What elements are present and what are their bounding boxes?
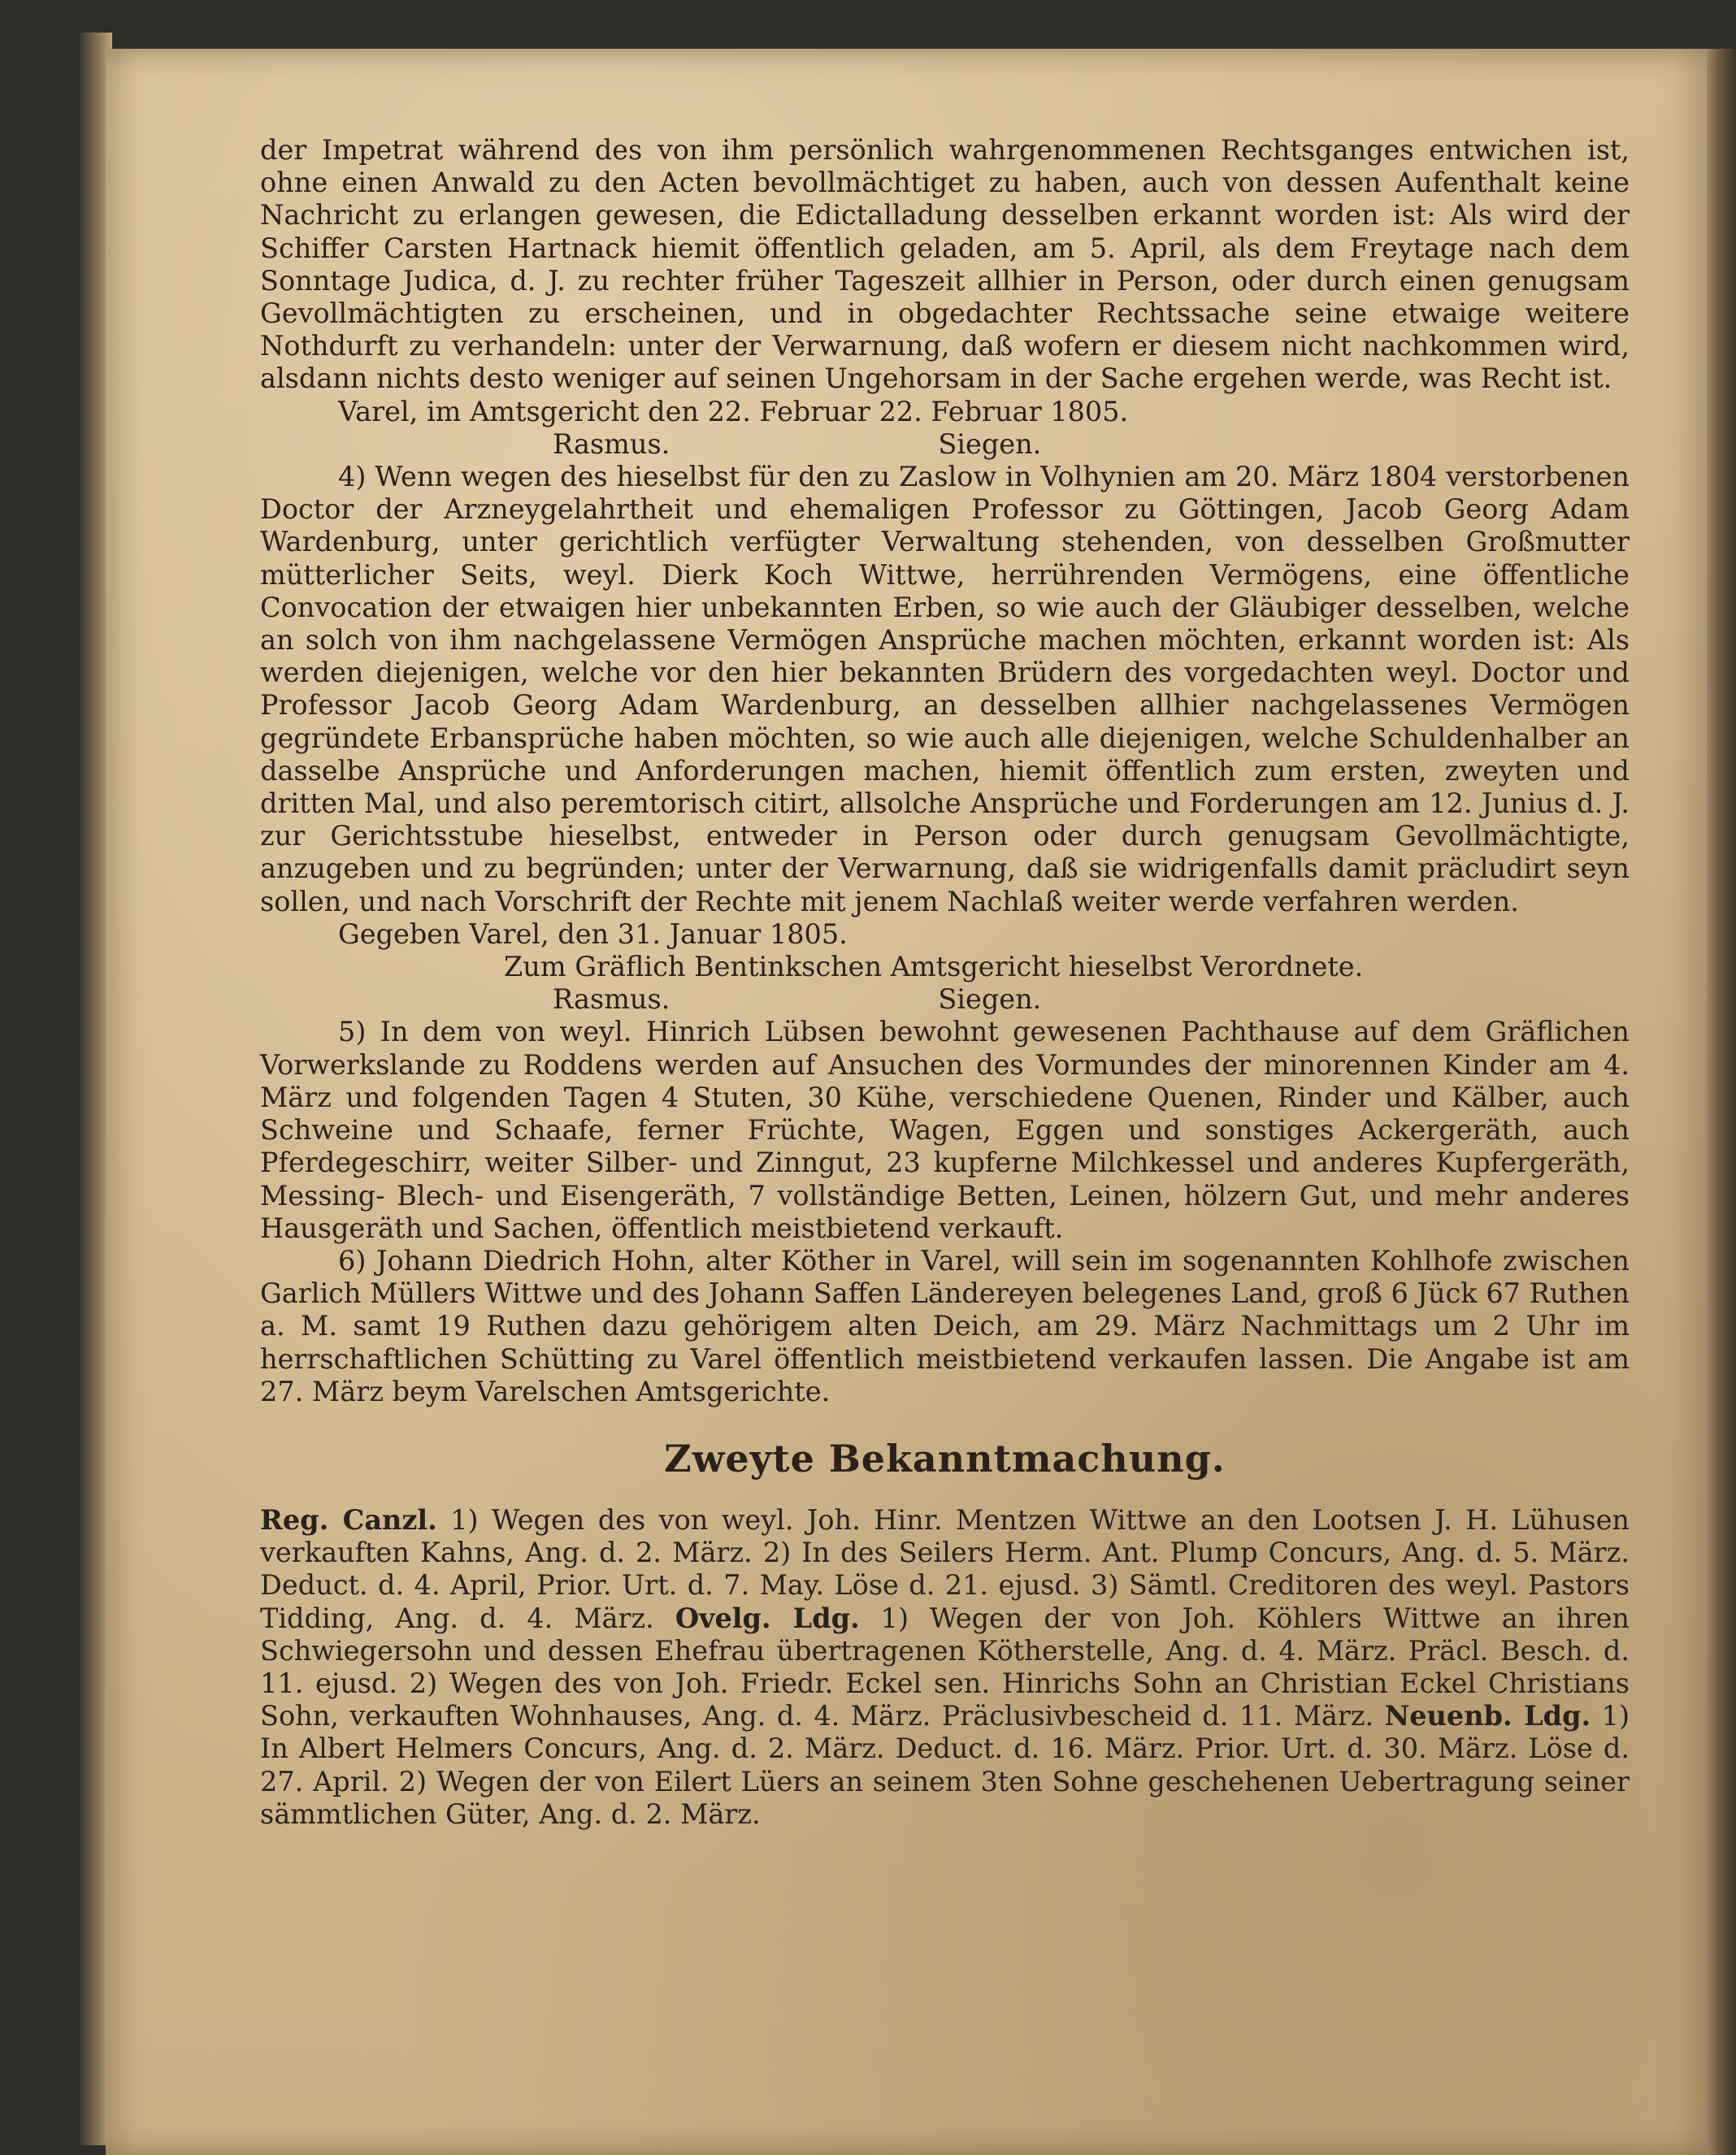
- neuenb-ldg-text: 1) In Albert Helmers Concurs, Ang. d. 2. März. Deduct. d. 16. März. Prior. Urt. d. 30. März. Löse d. 27. April. 2) Wegen der von Eilert Lüers an seinem 3ten Sohne geschehenen Uebertragung seiner sämmtlichen Güter, Ang. d. 2. März.: [260, 1700, 1630, 1830]
- signature-siegen-a: Siegen.: [938, 427, 1042, 460]
- date-line-a: Varel, im Amtsgericht den 22. Februar 22. Februar 1805.: [338, 395, 1129, 427]
- signature-line-a: [260, 428, 1630, 461]
- paragraph-4-convocation: 4) Wenn wegen des hieselbst für den zu Zaslow in Volhynien am 20. März 1804 verstorbenen Doctor der Arzneygelahrtheit und ehemaligen Professor zu Göttingen, Jacob Georg Adam Wardenburg, unter gerichtlich verfügter Verwaltung stehenden, von desselben Großmutter mütterlicher Seits, weyl. Dierk Koch Wittwe, herrührenden Vermögens, eine öffentliche Convocation der etwaigen hier unbekannten Erben, so wie auch der Gläubiger desselben, welche an solch von ihm nachgelassene Vermögen Ansprüche machen möchten, erkannt worden ist: Als werden diejenigen, welche vor den hier bekannten Brüdern des vorgedachten weyl. Doctor und Professor Jacob Georg Adam Wardenburg, an desselben allhier nachgelassenes Vermögen gegründete Erbansprüche haben möchten, so wie auch alle diejenigen, welche Schuldenhalber an dasselbe Ansprüche und Anforderungen machen, hiemit öffentlich zum ersten, zweyten und dritten Mal, und also peremtorisch citirt, allsolche Ansprüche und Forderungen am 12. Junius d. J. zur Gerichtsstube hieselbst, entweder in Person oder durch genugsam Gevollmächtigte, anzugeben und zu begründen; unter der Verwarnung, daß sie widrigenfalls damit präcludirt seyn sollen, und nach Vorschrift der Rechte mit jenem Nachlaß weiter werde verfahren werden.: [260, 461, 1630, 917]
- signature-line-4: [260, 983, 1630, 1016]
- paragraph-continued-summons: der Impetrat während des von ihm persönlich wahrgenommenen Rechtsganges entwichen ist, ohne einen Anwald zu den Acten bevollmächtiget zu haben, auch von dessen Aufenthalt keine Nachricht zu erlangen gewesen, die Edictalladung desselben erkannt worden ist: Als wird der Schiffer Carsten Hartnack hiemit öffentlich geladen, am 5. April, als dem Freytage nach dem Sonntage Judica, d. J. zu rechter früher Tageszeit allhier in Person, oder durch einen genugsam Gevollmächtigten zu erscheinen, und in obgedachter Rechtssache seine etwaige weitere Nothdurft zu verhandeln: unter der Verwarnung, daß wofern er diesem nicht nachkommen wird, alsdann nichts desto weniger auf seinen Ungehorsam in der Sache ergehen werde, was Recht ist.: [260, 134, 1630, 395]
- section-heading: Zweyte Bekanntmachung.: [664, 1436, 1226, 1481]
- signature-siegen-4: Siegen.: [938, 983, 1042, 1016]
- page-text-block: [260, 134, 1630, 1831]
- notices-block: [260, 1504, 1630, 1831]
- signature-rasmus-4: Rasmus.: [553, 983, 671, 1016]
- paragraph-5-auction: 5) In dem von weyl. Hinrich Lübsen bewohnt gewesenen Pachthause auf dem Gräflichen Vorwerkslande zu Roddens werden auf Ansuchen des Vormundes der minorennen Kinder am 4. März und folgenden Tagen 4 Stuten, 30 Kühe, verschiedene Quenen, Rinder und Kälber, auch Schweine und Schaafe, ferner Früchte, Wagen, Eggen und sonstiges Ackergeräth, auch Pferdegeschirr, weiter Silber- und Zinngut, 23 kupferne Milchkessel und anderes Kupfergeräth, Messing- Blech- und Eisengeräth, 7 vollständige Betten, Leinen, hölzern Gut, und mehr anderes Hausgeräth und Sachen, öffentlich meistbietend verkauft.: [260, 1016, 1630, 1244]
- ovelg-ldg-text: 1) Wegen der von Joh. Köhlers Wittwe an ihren Schwiegersohn und dessen Ehefrau übertragenen Kötherstelle, Ang. d. 4. März. Präcl. Besch. d. 11. ejusd. 2) Wegen des von Joh. Friedr. Eckel sen. Hinrichs Sohn an Christian Eckel Christians Sohn, verkauften Wohnhauses, Ang. d. 4. März. Präclusivbescheid d. 11. März.: [260, 1602, 1630, 1732]
- signature-rasmus-a: Rasmus.: [553, 427, 671, 460]
- ovelg-ldg-label: Ovelg. Ldg.: [675, 1602, 860, 1634]
- neuenb-ldg-label: Neuenb. Ldg.: [1384, 1700, 1591, 1732]
- reg-canzl-text: 1) Wegen des von weyl. Joh. Hinr. Mentzen Wittwe an den Lootsen J. H. Lühusen verkauften Kahns, Ang. d. 2. März. 2) In des Seilers Herm. Ant. Plump Concurs, Ang. d. 5. März. Deduct. d. 4. April, Prior. Urt. d. 7. May. Löse d. 21. ejusd. 3) Sämtl. Creditoren des weyl. Pastors Tidding, Ang. d. 4. März.: [260, 1503, 1630, 1634]
- reg-canzl-label: Reg. Canzl.: [260, 1503, 437, 1536]
- paragraph-6-land-sale: 6) Johann Diedrich Hohn, alter Köther in Varel, will sein im sogenannten Kohlhofe zwischen Garlich Müllers Wittwe und des Johann Saffen Ländereyen belegenes Land, groß 6 Jück 67 Ruthen a. M. samt 19 Ruthen dazu gehörigem alten Deich, am 29. März Nachmittags um 2 Uhr im herrschaftlichen Schütting zu Varel öffentlich meistbietend verkaufen lassen. Die Angabe ist am 27. März beym Varelschen Amtsgerichte.: [260, 1244, 1630, 1407]
- book-edge-right: [1707, 49, 1736, 2155]
- date-line-4: Gegeben Varel, den 31. Januar 1805.: [338, 917, 848, 950]
- authority-line-4: Zum Gräflich Bentinkschen Amtsgericht hieselbst Verordnete.: [504, 951, 1364, 983]
